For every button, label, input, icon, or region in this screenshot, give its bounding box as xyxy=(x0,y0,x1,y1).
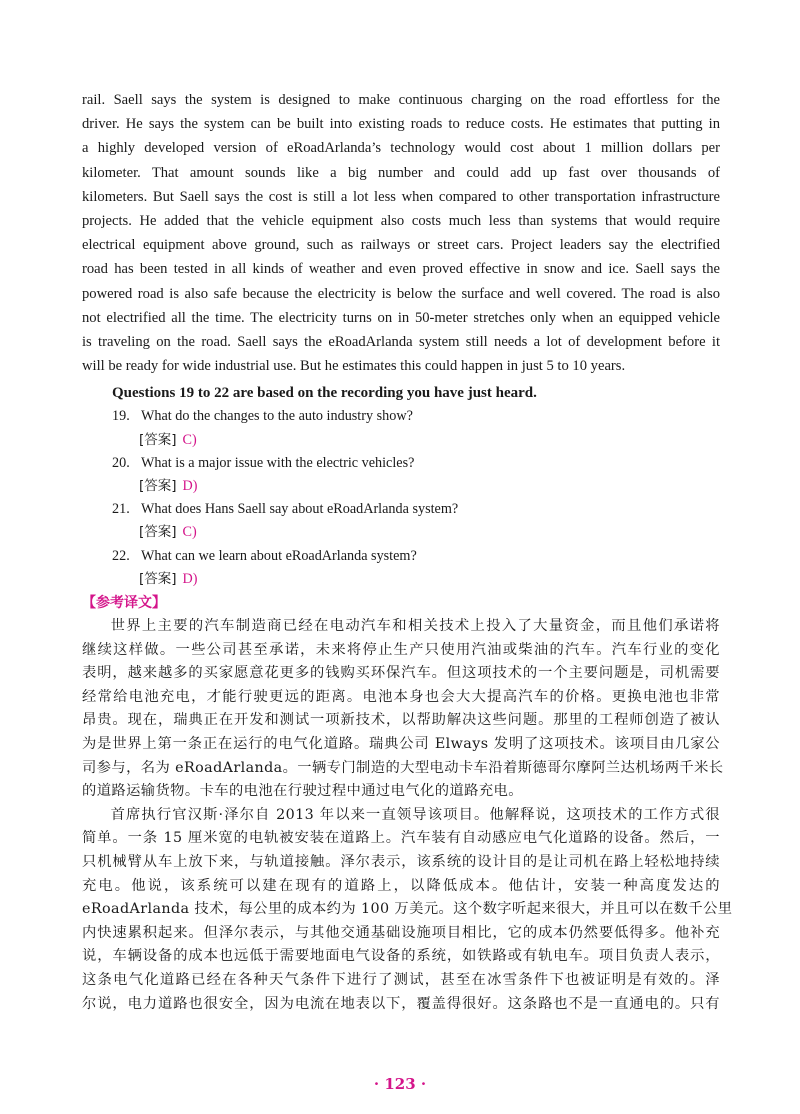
answer-label: [答案] xyxy=(139,570,177,587)
passage-line: rail. Saell says the system is designed to make continuous charging on the road effortless for the xyxy=(82,92,720,108)
page-content xyxy=(82,88,733,1016)
translation-line: 只机械臂从车上放下来，与轨道接触。泽尔表示，该系统的设计目的是让司机在路上轻松地持续 xyxy=(82,854,720,870)
question-number: 20. xyxy=(112,454,130,471)
answer-line xyxy=(139,429,720,452)
passage-line: a highly developed version of eRoadArlanda’s technology would cost about 1 million dollars per xyxy=(82,140,720,157)
translation-line: 昂贵。现在，瑞典正在开发和测试一项新技术，以帮助解决这些问题。那里的工程师创造了被认 xyxy=(82,712,720,729)
question-number: 21. xyxy=(112,501,130,518)
answer-line xyxy=(139,521,720,544)
question-text-line xyxy=(112,452,720,475)
passage-line: projects. He added that the vehicle equipment also costs much less than systems that would require xyxy=(82,213,720,230)
translation-line: 为是世界上第一条正在运行的电气化道路。瑞典公司 Elways 发明了这项技术。该项目由几家公 xyxy=(82,736,720,753)
passage-line: kilometers. But Saell says the cost is still a lot less when compared to other transportation infrastructure xyxy=(82,188,720,205)
answer-value: C) xyxy=(182,431,197,448)
translation-paragraph-2 xyxy=(82,804,733,1016)
question-number: 19. xyxy=(112,408,130,425)
question-text-line xyxy=(112,545,720,568)
question-text-line xyxy=(112,405,720,428)
translation-line: eRoadArlanda 技术，每公里的成本约为 100 万美元。这个数字听起来很大，并且可以在数千公里 xyxy=(82,901,733,918)
question-text: What does Hans Saell say about eRoadArlanda system? xyxy=(141,501,459,518)
translation-line: 说，车辆设备的成本也远低于需要地面电气设备的系统，如铁路或有轨电车。项目负责人表示， xyxy=(82,948,720,965)
translation-line: 简单。一条 15 厘米宽的电轨被安装在道路上。汽车装有自动感应电气化道路的设备。然后，一 xyxy=(82,830,720,847)
answer-value: C) xyxy=(182,524,197,541)
translation-line: 内快速累积起来。但泽尔表示，与其他交通基础设施项目相比，它的成本仍然要低得多。他补充 xyxy=(82,924,720,941)
passage-line: driver. He says the system can be built into existing roads to reduce costs. He estimates that putting in xyxy=(82,116,720,133)
translation-line: 表明，越来越多的买家愿意花更多的钱购买环保汽车。但这项技术的一个主要问题是，司机需要 xyxy=(82,665,720,682)
answer-line xyxy=(139,568,720,591)
translation-line: 经常给电池充电，才能行驶更远的距离。电池本身也会大大提高汽车的价格。更换电池也非常 xyxy=(82,688,720,705)
passage-text xyxy=(82,88,720,378)
question-text-line xyxy=(112,498,720,521)
translation-line: 继续这样做。一些公司甚至承诺，未来将停止生产只使用汽油或柴油的汽车。汽车行业的变化 xyxy=(82,641,720,658)
answer-line xyxy=(139,475,720,498)
passage-line: will be ready for wide industrial use. But he estimates this could happen in just 5 to 10 years. xyxy=(82,358,626,375)
translation-line: 充电。他说，该系统可以建在现有的道路上，以降低成本。他估计，安装一种高度发达的 xyxy=(82,877,720,894)
translation-title: 【参考译文】 xyxy=(82,595,166,612)
question-20 xyxy=(82,452,720,498)
question-text: What is a major issue with the electric vehicles? xyxy=(141,454,415,471)
question-text: What do the changes to the auto industry show? xyxy=(141,408,413,425)
passage-line: kilometer. That amount sounds like a big number and could add up fast over thousands of xyxy=(82,164,720,181)
answer-value: D) xyxy=(182,570,198,587)
answer-label: [答案] xyxy=(139,478,177,495)
passage-line: not electrified all the time. The electricity turns on in 50-meter stretches only when an equipped vehicle xyxy=(82,309,720,326)
translation-line: 尔说，电力道路也很安全，因为电流在地表以下，覆盖得很好。这条路也不是一直通电的。只有 xyxy=(82,995,720,1012)
question-21 xyxy=(82,498,720,544)
question-19 xyxy=(82,405,720,451)
question-22 xyxy=(82,545,720,591)
translation-line: 司参与，名为 eRoadArlanda。一辆专门制造的大型电动卡车沿着斯德哥尔摩阿兰达机场两千米长 xyxy=(82,759,724,776)
translation-line: 首席执行官汉斯·泽尔自 2013 年以来一直领导该项目。他解释说，这项技术的工作方式很 xyxy=(110,806,720,823)
translation-paragraph-1 xyxy=(82,615,724,804)
answer-label: [答案] xyxy=(139,431,177,448)
question-text: What can we learn about eRoadArlanda system? xyxy=(141,547,417,564)
passage-line: road has been tested in all kinds of weather and even proved effective in snow and ice. Saell says the xyxy=(82,261,720,278)
passage-line: electrical equipment above ground, such as railways or street cars. Project leaders say the electrified xyxy=(82,237,720,254)
translation-line: 的道路运输货物。卡车的电池在行驶过程中通过电气化的道路充电。 xyxy=(82,783,523,800)
translation-line: 这条电气化道路已经在各种天气条件下进行了测试，甚至在冰雪条件下也被证明是有效的。泽 xyxy=(82,971,720,988)
passage-line: is traveling on the road. Saell says the eRoadArlanda system still needs a lot of development before it xyxy=(82,334,720,351)
answer-label: [答案] xyxy=(139,524,177,541)
translation-line: 世界上主要的汽车制造商已经在电动汽车和相关技术上投入了大量资金，而且他们承诺将 xyxy=(110,618,720,635)
question-number: 22. xyxy=(112,547,130,564)
page-number: · 123 · xyxy=(373,1075,427,1093)
answer-value: D) xyxy=(182,478,198,495)
questions-heading: Questions 19 to 22 are based on the recording you have just heard. xyxy=(112,385,537,402)
passage-line: powered road is also safe because the electricity is below the surface and well covered. The road is also xyxy=(82,285,720,302)
